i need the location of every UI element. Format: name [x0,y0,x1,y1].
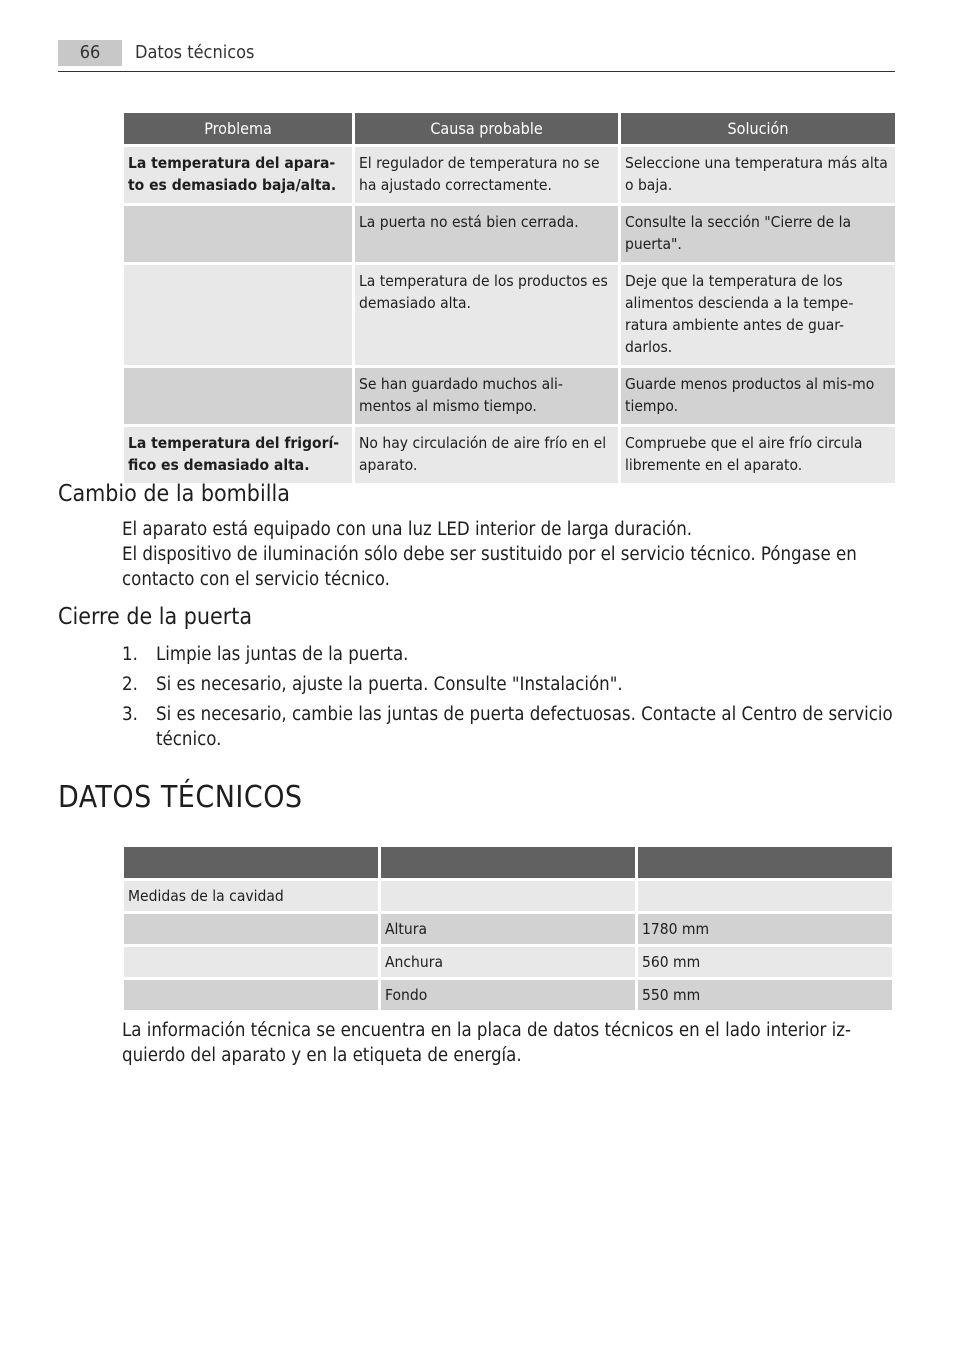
door-section-title: Cierre de la puerta [58,604,253,630]
troubleshooting-table [121,110,898,486]
table-header-row [124,847,892,878]
list-item [122,702,894,752]
bulb-paragraph-1: El aparato está equipado con una luz LED interior de larga duración. [122,519,693,540]
tech-data-table [121,844,895,1013]
dimension-name-cell [381,881,635,911]
dimension-value-cell: 550 mm [638,980,892,1010]
solution-cell: Guarde menos productos al mis-mo tiempo. [621,368,895,424]
tech-note: La información técnica se encuentra en la placa de datos técnicos en el lado interior iz-quierdo del aparato y en la etiqueta de energía. [122,1020,852,1066]
table-row [124,206,895,262]
step-number: 3. [122,704,138,725]
dimension-value-cell [638,881,892,911]
solution-cell: Deje que la temperatura de los alimentos descienda a la tempe-ratura ambiente antes de guar-darlos. [621,265,895,365]
door-steps-list [122,642,894,757]
problem-cell [124,368,352,424]
cause-cell: Se han guardado muchos ali-mentos al mismo tiempo. [355,368,618,424]
tech-section-title: DATOS TÉCNICOS [58,780,303,815]
list-item [122,672,894,697]
column-header [381,847,635,878]
bulb-paragraph-2: El dispositivo de iluminación sólo debe ser sustituido por el servicio técnico. Póngase en contacto con el servicio técnico. [122,544,857,590]
dimension-group-cell [124,947,378,977]
solution-cell: Compruebe que el aire frío circula libremente en el aparato. [621,427,895,483]
table-row [124,147,895,203]
cause-cell: La puerta no está bien cerrada. [355,206,618,262]
problem-cell [124,265,352,365]
cause-cell: El regulador de temperatura no se ha ajustado correctamente. [355,147,618,203]
column-header-cause: Causa probable [355,113,618,144]
dimension-group-cell [124,914,378,944]
column-header-solution: Solución [621,113,895,144]
table-row [124,265,895,365]
step-number: 2. [122,674,138,695]
step-number: 1. [122,644,138,665]
table-row [124,881,892,911]
bulb-section-title: Cambio de la bombilla [58,481,290,507]
page-header [58,40,895,72]
cause-cell: La temperatura de los productos es demasiado alta. [355,265,618,365]
table-row [124,368,895,424]
column-header-problem: Problema [124,113,352,144]
dimension-name-cell: Altura [381,914,635,944]
list-item [122,642,894,667]
table-row [124,980,892,1010]
cause-cell: No hay circulación de aire frío en el aparato. [355,427,618,483]
dimension-name-cell: Anchura [381,947,635,977]
dimension-value-cell: 560 mm [638,947,892,977]
page-number: 66 [58,40,122,66]
dimension-value-cell: 1780 mm [638,914,892,944]
table-header-row [124,113,895,144]
step-text: Si es necesario, ajuste la puerta. Consulte "Instalación". [156,674,623,695]
solution-cell: Consulte la sección "Cierre de la puerta". [621,206,895,262]
table-row [124,914,892,944]
column-header [638,847,892,878]
dimension-group-cell: Medidas de la cavidad [124,881,378,911]
step-text: Limpie las juntas de la puerta. [156,644,409,665]
problem-cell: La temperatura del frigorí-fico es demasiado alta. [124,427,352,483]
step-text: Si es necesario, cambie las juntas de puerta defectuosas. Contacte al Centro de servicio técnico. [156,704,893,750]
table-row [124,947,892,977]
header-section-title: Datos técnicos [135,42,255,63]
table-row [124,427,895,483]
problem-cell [124,206,352,262]
problem-cell: La temperatura del apara-to es demasiado baja/alta. [124,147,352,203]
dimension-group-cell [124,980,378,1010]
solution-cell: Seleccione una temperatura más alta o baja. [621,147,895,203]
dimension-name-cell: Fondo [381,980,635,1010]
column-header [124,847,378,878]
